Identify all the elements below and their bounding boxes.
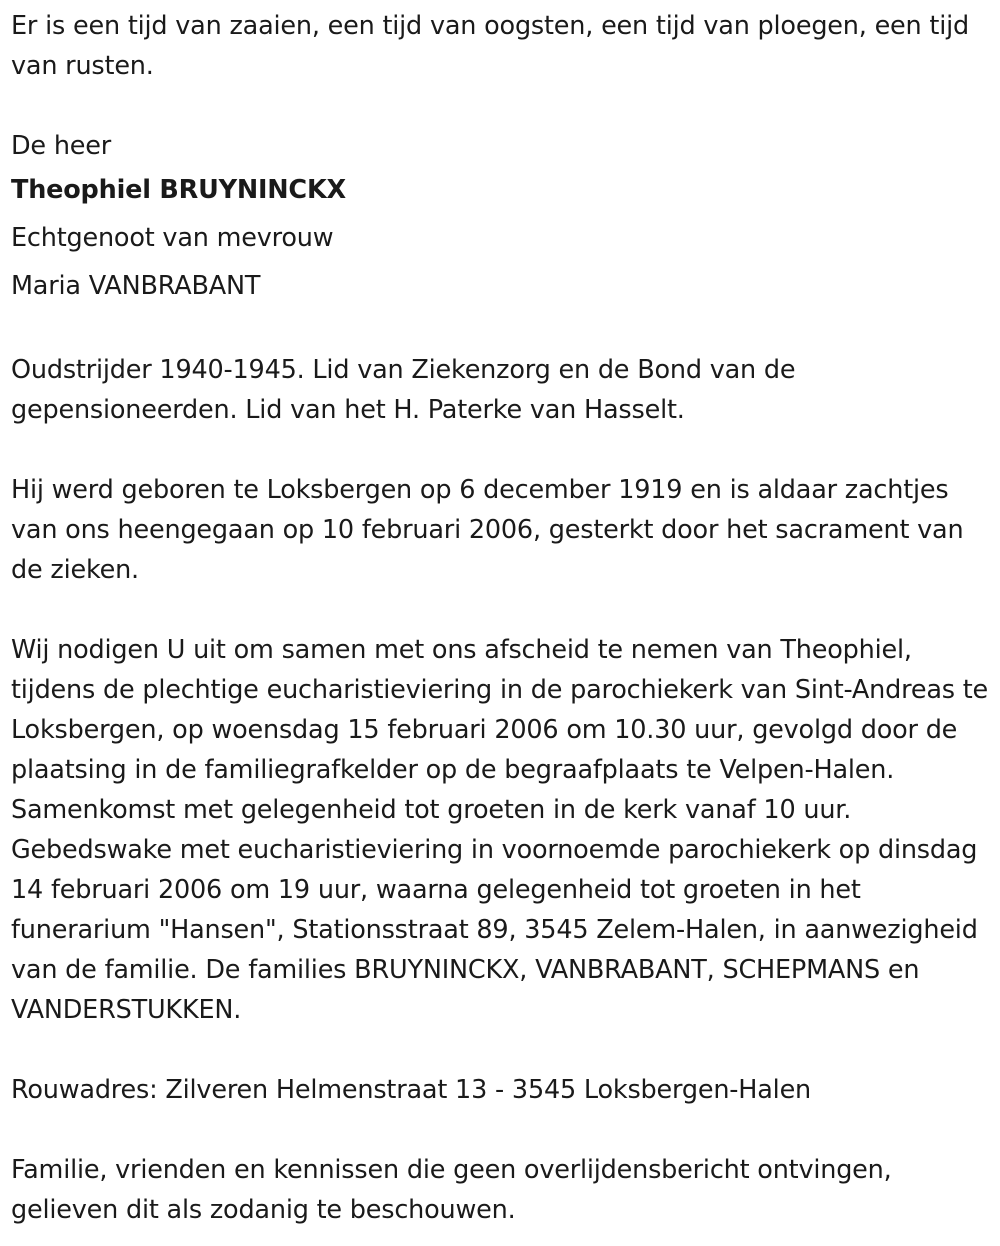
birth-death-paragraph: Hij werd geboren te Loksbergen op 6 december 1919 en is aldaar zachtjes van ons heengegaan op 10 februari 2006, gesterkt door het sacrament van de zieken. xyxy=(11,475,964,585)
mourning-address: Rouwadres: Zilveren Helmenstraat 13 - 3545 Loksbergen-Halen xyxy=(11,1075,812,1105)
invitation-paragraph: Wij nodigen U uit om samen met ons afscheid te nemen van Theophiel, tijdens de plechtige eucharistieviering in de parochiekerk van Sint-Andreas te Loksbergen, op woensdag 15 februari 2006 om 10.30 uur, gevolgd door de plaatsing in de familiegrafkelder op de begraafplaats te Velpen-Halen. Samenkomst met gelegenheid tot groeten in de kerk vanaf 10 uur. Gebedswake met eucharistieviering in voornoemde parochiekerk op dinsdag 14 februari 2006 om 19 uur, waarna gelegenheid tot groeten in het funerarium "Hansen", Stationsstraat 89, 3545 Zelem-Halen, in aanwezigheid van de familie. De families BRUYNINCKX, VANBRABANT, SCHEPMANS en VANDERSTUKKEN. xyxy=(11,635,989,1025)
affiliations-paragraph: Oudstrijder 1940-1945. Lid van Ziekenzorg en de Bond van de gepensioneerden. Lid van het H. Paterke van Hasselt. xyxy=(11,355,796,425)
obituary-notice xyxy=(11,6,991,1230)
closing-paragraph: Familie, vrienden en kennissen die geen overlijdensbericht ontvingen, gelieven dit als zodanig te beschouwen. xyxy=(11,1155,892,1225)
intro-paragraph: Er is een tijd van zaaien, een tijd van oogsten, een tijd van ploegen, een tijd van rusten. xyxy=(11,11,969,81)
spouse-name: Maria VANBRABANT xyxy=(11,271,261,301)
spouse-label: Echtgenoot van mevrouw xyxy=(11,223,334,253)
deceased-name: Theophiel BRUYNINCKX xyxy=(11,175,346,205)
salutation: De heer xyxy=(11,131,112,161)
